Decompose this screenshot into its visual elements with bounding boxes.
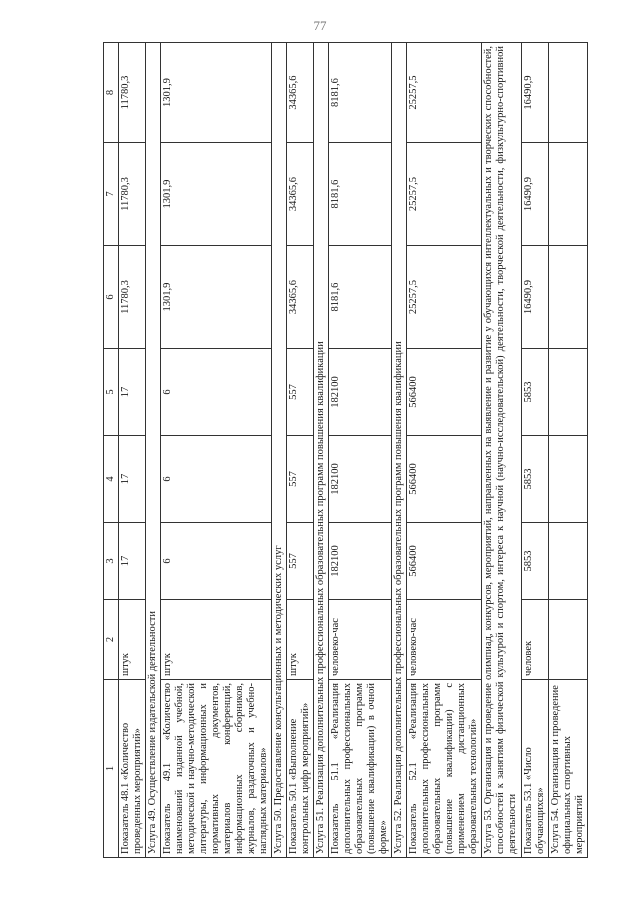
service-row xyxy=(146,43,161,858)
header-cell: 4 xyxy=(104,436,119,523)
value-cell: 5853 xyxy=(522,523,549,600)
service-row xyxy=(392,43,407,858)
value-cell: 182100 xyxy=(329,523,392,600)
header-cell: 6 xyxy=(104,246,119,349)
services-table xyxy=(103,42,588,858)
value-cell: 16490,9 xyxy=(522,143,549,246)
table-row xyxy=(329,43,392,858)
service-row xyxy=(272,43,287,858)
value-cell: 25257,5 xyxy=(407,143,482,246)
empty-cell xyxy=(549,523,588,600)
unit-cell: человек xyxy=(522,600,549,680)
value-cell: 566400 xyxy=(407,349,482,436)
value-cell: 566400 xyxy=(407,523,482,600)
value-cell: 557 xyxy=(287,349,314,436)
empty-cell xyxy=(549,246,588,349)
table-row xyxy=(522,43,549,858)
value-cell: 17 xyxy=(119,349,146,436)
rotated-table-container xyxy=(103,43,585,858)
header-cell: 2 xyxy=(104,600,119,680)
unit-cell: человеко-час xyxy=(407,600,482,680)
page-number: 77 xyxy=(313,18,327,33)
value-cell: 5853 xyxy=(522,436,549,523)
value-cell: 25257,5 xyxy=(407,43,482,143)
value-cell: 11780,3 xyxy=(119,246,146,349)
service-row xyxy=(549,43,588,858)
service-heading: Услуга 50. Предоставление консультационных и методических услуг xyxy=(272,43,287,858)
header-cell: 1 xyxy=(104,680,119,858)
header-row xyxy=(104,43,119,858)
header-cell: 7 xyxy=(104,143,119,246)
value-cell: 16490,9 xyxy=(522,246,549,349)
value-cell: 1301,9 xyxy=(161,43,272,143)
value-cell: 6 xyxy=(161,349,272,436)
empty-cell xyxy=(549,436,588,523)
unit-cell: человеко-час xyxy=(329,600,392,680)
value-cell: 557 xyxy=(287,436,314,523)
empty-cell xyxy=(549,349,588,436)
service-heading: Услуга 52. Реализация дополнительных профессиональных образовательных программ повышения квалификации xyxy=(392,43,407,858)
table-row xyxy=(287,43,314,858)
value-cell: 6 xyxy=(161,436,272,523)
indicator-cell: Показатель 50.1 «Выполнение контрольных цифр мероприятий» xyxy=(287,680,314,858)
empty-cell xyxy=(549,43,588,143)
value-cell: 34365,6 xyxy=(287,43,314,143)
value-cell: 25257,5 xyxy=(407,246,482,349)
table-row xyxy=(407,43,482,858)
unit-cell: штук xyxy=(119,600,146,680)
value-cell: 34365,6 xyxy=(287,143,314,246)
service-row xyxy=(314,43,329,858)
service-row xyxy=(482,43,522,858)
value-cell: 8181,6 xyxy=(329,143,392,246)
header-cell: 8 xyxy=(104,43,119,143)
value-cell: 566400 xyxy=(407,436,482,523)
header-cell: 3 xyxy=(104,523,119,600)
value-cell: 17 xyxy=(119,523,146,600)
value-cell: 182100 xyxy=(329,436,392,523)
empty-cell xyxy=(549,600,588,680)
value-cell: 8181,6 xyxy=(329,43,392,143)
service-heading: Услуга 51. Реализация дополнительных профессиональных образовательных программ повышения квалификации xyxy=(314,43,329,858)
service-heading: Услуга 54. Организация и проведение официальных спортивных мероприятий xyxy=(549,680,588,858)
value-cell: 557 xyxy=(287,523,314,600)
indicator-cell: Показатель 53.1 «Число обучающихся» xyxy=(522,680,549,858)
unit-cell: штук xyxy=(161,600,272,680)
empty-cell xyxy=(549,143,588,246)
value-cell: 11780,3 xyxy=(119,143,146,246)
header-cell: 5 xyxy=(104,349,119,436)
unit-cell: штук xyxy=(287,600,314,680)
table-row xyxy=(161,43,272,858)
value-cell: 16490,9 xyxy=(522,43,549,143)
indicator-cell: Показатель 52.1 «Реализация дополнительных профессиональных образовательных программ (повышение квалификации) с применением дистанционных образовательных технологий» xyxy=(407,680,482,858)
service-heading: Услуга 49. Осуществление издательской деятельности xyxy=(146,43,161,858)
value-cell: 182100 xyxy=(329,349,392,436)
value-cell: 11780,3 xyxy=(119,43,146,143)
value-cell: 8181,6 xyxy=(329,246,392,349)
indicator-cell: Показатель 48.1 «Количество проведенных мероприятий» xyxy=(119,680,146,858)
value-cell: 1301,9 xyxy=(161,143,272,246)
value-cell: 6 xyxy=(161,523,272,600)
service-heading: Услуга 53. Организация и проведение олимпиад, конкурсов, мероприятий, направленных на выявление и развитие у обучающихся интеллектуальных и творческих способностей, способностей к занятиям физической культурой и спортом, интереса к научной (научно-исследовательской) деятельности, творческой деятельности, физкультурно-спортивной деятельности xyxy=(482,43,522,858)
value-cell: 1301,9 xyxy=(161,246,272,349)
indicator-cell: Показатель 51.1 «Реализация дополнительных профессиональных образовательных программ (повышение квалификации) в очной форме» xyxy=(329,680,392,858)
indicator-cell: Показатель 49.1 «Количество наименований изданной учебной, методической и научно-методической литературы, информационных и нормативных документов, материалов конференций, информационных сборников, журналов, раздаточных и учебно-наглядных материалов» xyxy=(161,680,272,858)
value-cell: 34365,6 xyxy=(287,246,314,349)
value-cell: 17 xyxy=(119,436,146,523)
value-cell: 5853 xyxy=(522,349,549,436)
table-row xyxy=(119,43,146,858)
